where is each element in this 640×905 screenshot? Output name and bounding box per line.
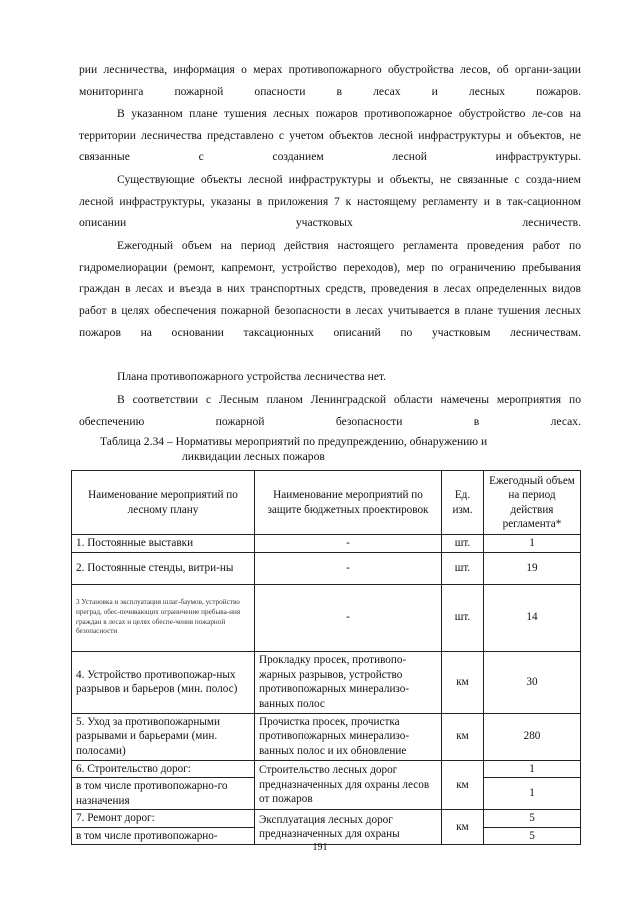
paragraph-1: рии лесничества, информация о мерах противопожарного обустройства лесов, об органи-зации мониторинга пожарной опасности в лесах и лесных пожаров.	[79, 63, 581, 98]
cell-budget: -	[255, 552, 442, 584]
cell-plan: в том числе противопожарно-	[72, 827, 255, 845]
cell-volume: 30	[484, 651, 581, 713]
cell-unit: км	[442, 713, 484, 760]
cell-unit: км	[442, 651, 484, 713]
table-row	[72, 584, 581, 651]
cell-budget: -	[255, 584, 442, 651]
cell-volume: 280	[484, 713, 581, 760]
cell-unit: шт.	[442, 552, 484, 584]
cell-budget: Прочистка просек, прочистка противопожарных минерализо-ванных полос и их обновление	[255, 713, 442, 760]
table-caption	[100, 434, 570, 464]
cell-unit: шт.	[442, 535, 484, 553]
cell-plan: 1. Постоянные выставки	[72, 535, 255, 553]
cell-budget: Эксплуатация лесных дорог предназначенных для охраны	[255, 810, 442, 845]
cell-plan: 4. Устройство противопожар-ных разрывов и барьеров (мин. полос)	[72, 651, 255, 713]
cell-plan: в том числе противопожарно-го назначения	[72, 778, 255, 810]
paragraph-2: В указанном плане тушения лесных пожаров противопожарное обустройство ле-сов на территории лесничества представлено с учетом объектов лесной инфраструктуры и объектов, не связанные с созданием лесной инфраструктуры.	[79, 107, 581, 164]
cell-unit: км	[442, 760, 484, 810]
cell-unit: шт.	[442, 584, 484, 651]
table-row	[72, 535, 581, 553]
cell-budget: Строительство лесных дорог предназначенных для охраны лесов от пожаров	[255, 760, 442, 810]
cell-budget: Прокладку просек, противопо-жарных разрывов, устройство противопожарных минерализо-ванных полос	[255, 651, 442, 713]
cell-unit: км	[442, 810, 484, 845]
table-row	[72, 810, 581, 828]
header-col-budget: Наименование мероприятий по защите бюджетных проектировок	[255, 471, 442, 535]
cell-plan: 3 Установка и эксплуатация шлаг-баумов, устройство преград, обес-печивающих ограничение пребыва-ния граждан в лесах и целях обеспе-чения пожарной безопасности	[72, 584, 255, 651]
table-row	[72, 713, 581, 760]
cell-volume: 14	[484, 584, 581, 651]
cell-budget: -	[255, 535, 442, 553]
header-col-plan: Наименование мероприятий по лесному плану	[72, 471, 255, 535]
cell-plan: 5. Уход за противопожарными разрывами и барьерами (мин. полосами)	[72, 713, 255, 760]
page-number: 191	[312, 842, 328, 853]
table-caption-line1: Таблица 2.34 – Нормативы мероприятий по предупреждению, обнаружению и	[100, 435, 488, 448]
norms-table	[71, 470, 581, 845]
cell-plan: 2. Постоянные стенды, витри-ны	[72, 552, 255, 584]
cell-plan: 7. Ремонт дорог:	[72, 810, 255, 828]
paragraph-4: Ежегодный объем на период действия настоящего регламента проведения работ по гидромелиорации (ремонт, капремонт, устройство переходов), мер по ограничению пребывания граждан в лесах и въезда в них транспортных средств, проведения в лесах определенных видов работ в целях обеспечения пожарной безопасности в лесах учитывается в плане тушения лесных пожаров на основании таксационных описаний по участковым лесничествам.	[79, 239, 581, 339]
paragraph-3: Существующие объекты лесной инфраструктуры и объекты, не связанные с созда-нием лесной инфраструктуры, указаны в приложения 7 к настоящему регламенту и в так-сационном описании участковых лесничеств.	[79, 173, 581, 230]
header-col-volume: Ежегодный объем на период действия регламента*	[484, 471, 581, 535]
cell-volume: 1	[484, 535, 581, 553]
cell-plan: 6. Строительство дорог:	[72, 760, 255, 778]
paragraph-5: Плана противопожарного устройства лесничества нет.	[117, 370, 387, 383]
cell-volume: 19	[484, 552, 581, 584]
cell-volume: 1	[484, 778, 581, 810]
header-col-unit: Ед. изм.	[442, 471, 484, 535]
table-header-row	[72, 471, 581, 535]
table-caption-line2: ликвидации лесных пожаров	[182, 450, 325, 463]
paragraph-6: В соответствии с Лесным планом Ленинградской области намечены мероприятия по обеспечению пожарной безопасности в лесах.	[79, 393, 581, 428]
table-row	[72, 760, 581, 778]
cell-volume: 1	[484, 760, 581, 778]
cell-volume: 5	[484, 827, 581, 845]
table-row	[72, 651, 581, 713]
cell-volume: 5	[484, 810, 581, 828]
table-row	[72, 552, 581, 584]
